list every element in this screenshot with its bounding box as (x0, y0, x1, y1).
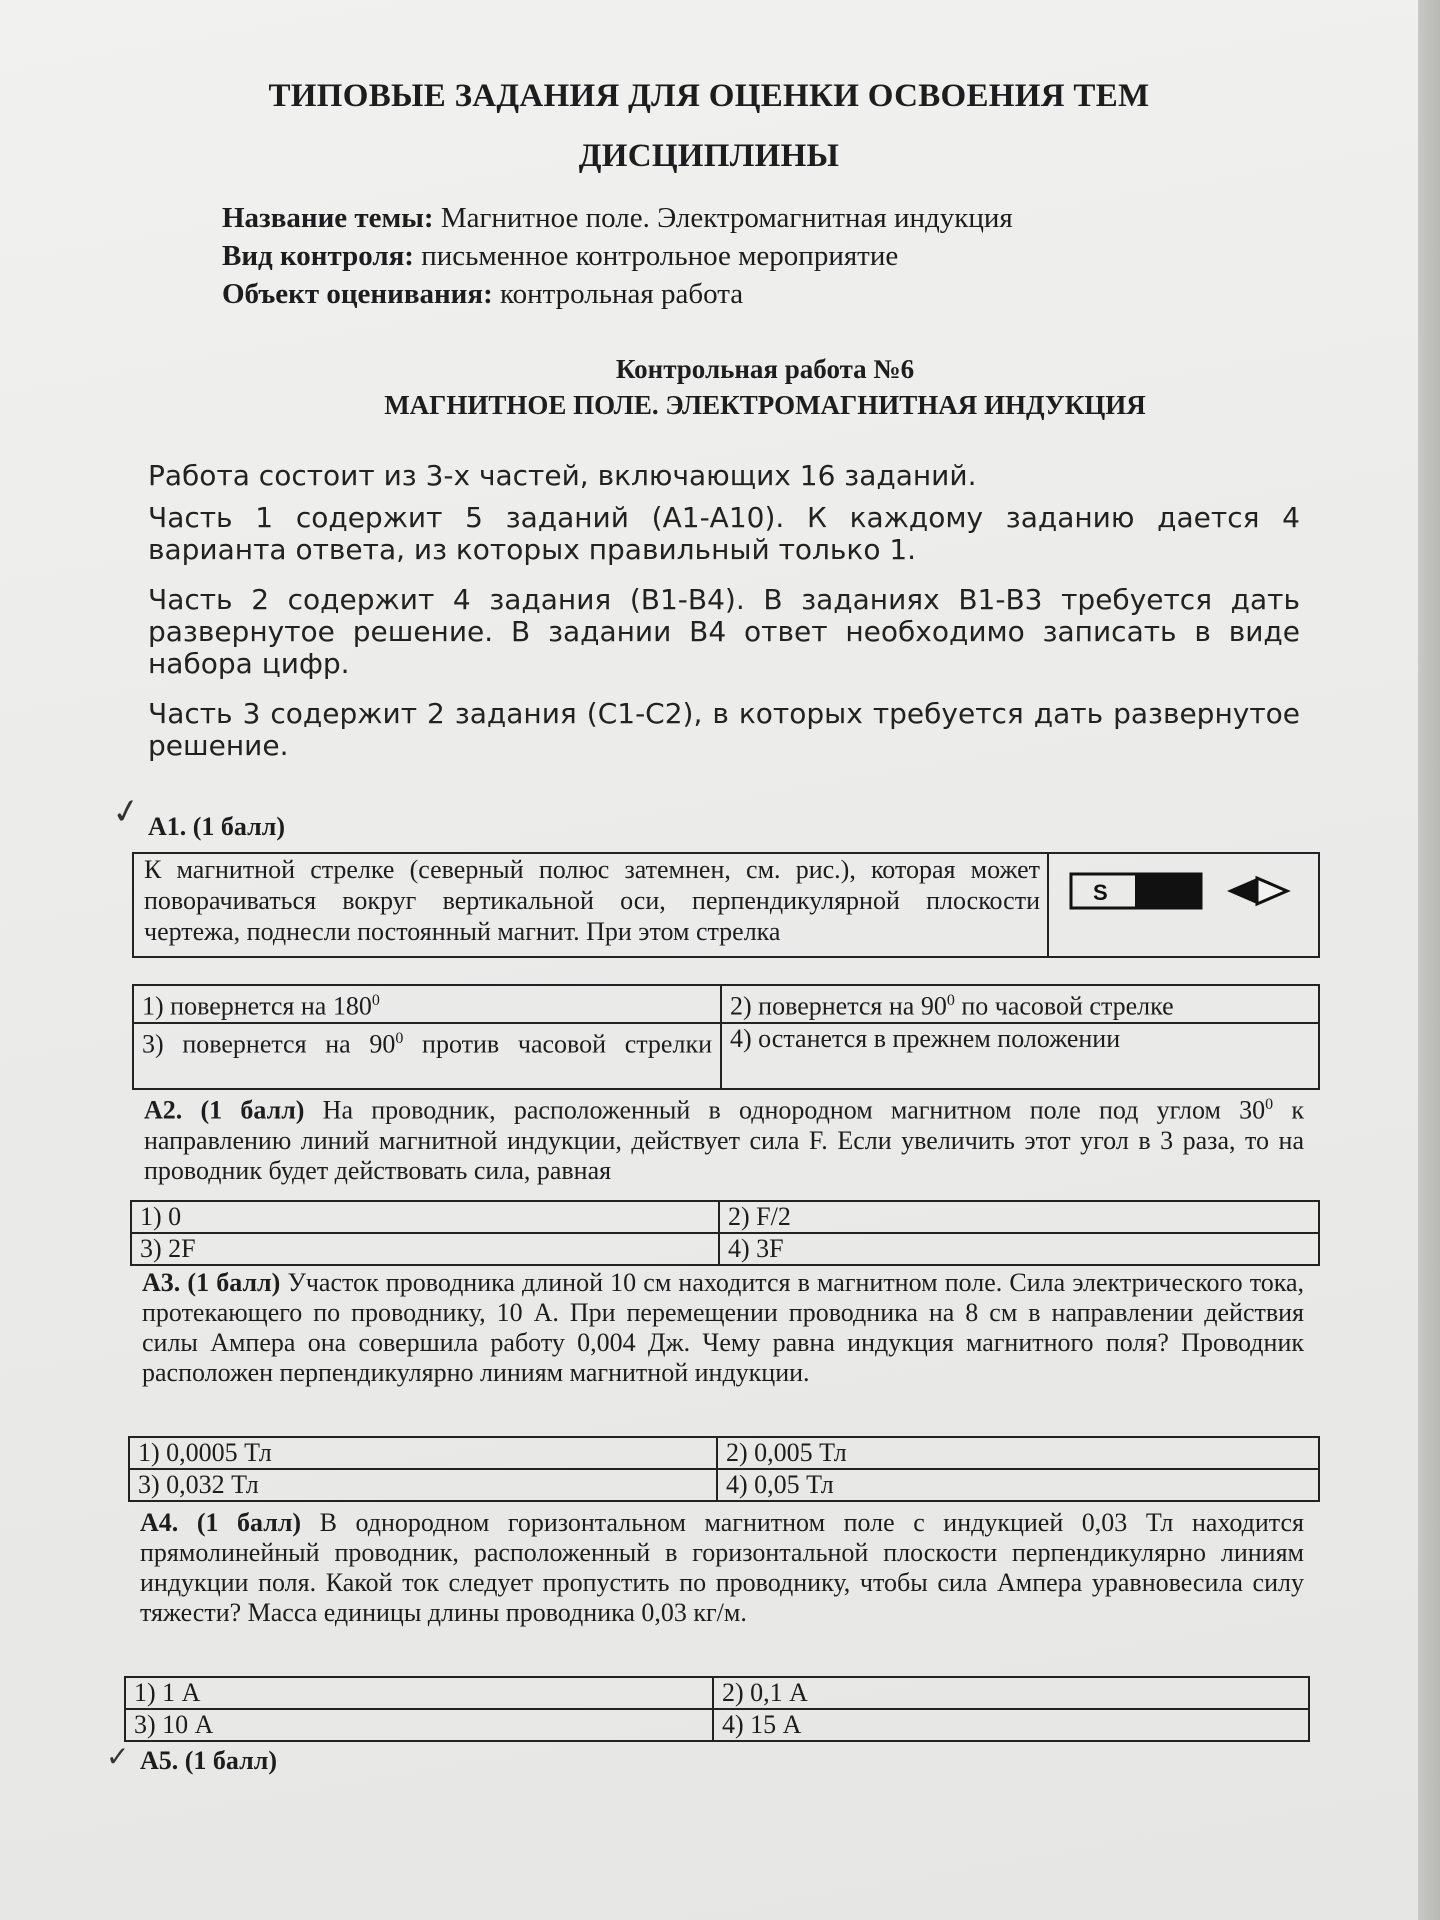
object-value: контрольная работа (492, 278, 744, 310)
question-a1-box (132, 852, 1320, 958)
control-value: письменное контрольное мероприятие (413, 240, 899, 272)
work-subtitle: МАГНИТНОЕ ПОЛЕ. ЭЛЕКТРОМАГНИТНАЯ ИНДУКЦИЯ (384, 390, 1146, 420)
object-label: Объект оценивания: (222, 278, 493, 310)
background-edge (1418, 0, 1440, 1920)
question-a4-options (124, 1676, 1310, 1742)
a2-option-2[interactable]: 2) F/2 (719, 1201, 1319, 1233)
handwritten-checkmark-a5: ✓ (106, 1742, 130, 1773)
topic-label: Название темы: (222, 202, 434, 234)
work-title: Контрольная работа №6 (615, 354, 915, 384)
a3-option-1[interactable]: 1) 0,0005 Тл (129, 1437, 717, 1469)
topic-value: Магнитное поле. Электромагнитная индукция (433, 202, 1013, 234)
intro-paragraph-1: Работа состоит из 3-х частей, включающих 16 заданий. (148, 459, 977, 492)
question-a1-heading: А1. (1 балл) (148, 812, 285, 841)
question-a3-heading: А3. (1 балл) (142, 1268, 281, 1297)
a4-option-3[interactable]: 3) 10 А (125, 1709, 713, 1741)
object-line (222, 278, 743, 311)
question-a2-heading: А2. (1 балл) (144, 1095, 305, 1125)
page-title-line1: ТИПОВЫЕ ЗАДАНИЯ ДЛЯ ОЦЕНКИ ОСВОЕНИЯ ТЕМ (268, 78, 1150, 114)
question-a5-heading: А5. (1 балл) (140, 1746, 277, 1775)
magnet-south-label: S (1093, 880, 1108, 905)
question-a2-text: А2. (1 балл) На проводник, расположенный в однородном магнитном поле под углом $30^0$ к направлению линий магнитной индукции, действует сила F. Если увеличить этот угол в 3 раза, то на проводник будет действовать сила, равная (144, 1095, 1304, 1185)
a3-option-3[interactable]: 3) 0,032 Тл (129, 1469, 717, 1501)
a4-option-4[interactable]: 4) 15 А (713, 1709, 1309, 1741)
a1-option-2[interactable]: 2) повернется на $90^0$ по часовой стрелке (721, 985, 1319, 1023)
intro-paragraph-4: Часть 3 содержит 2 задания (С1-С2), в которых требуется дать развернутое решение. (148, 697, 1300, 762)
a2-option-1[interactable]: 1) 0 (131, 1201, 719, 1233)
a4-option-2[interactable]: 2) 0,1 А (713, 1677, 1309, 1709)
question-a2-options (130, 1200, 1320, 1266)
a3-option-2[interactable]: 2) 0,005 Тл (717, 1437, 1319, 1469)
a4-option-1[interactable]: 1) 1 А (125, 1677, 713, 1709)
a2-option-3[interactable]: 3) 2F (131, 1233, 719, 1265)
needle-north-end (1227, 878, 1257, 904)
topic-line (222, 202, 1013, 235)
question-a1-options (132, 984, 1320, 1090)
question-a4-heading: А4. (1 балл) (140, 1508, 302, 1537)
question-a3-text: А3. (1 балл) Участок проводника длиной 10 см находится в магнитном поле. Сила электрического тока, протекающего по проводнику, 10 А. При перемещении проводника на 8 см в направлении действия силы Ампера она совершила работу 0,004 Дж. Чему равна индукция магнитного поля? Проводник расположен перпендикулярно линиям магнитной индукции. (142, 1268, 1305, 1387)
magnet-north-pole (1135, 874, 1201, 908)
a2-option-4[interactable]: 4) 3F (719, 1233, 1319, 1265)
intro-paragraph-2: Часть 1 содержит 5 заданий (А1-А10). К каждому заданию дается 4 варианта ответа, из которых правильный только 1. (148, 501, 1300, 566)
a1-option-3[interactable]: 3) повернется на $90^0$ против часовой стрелки (133, 1023, 721, 1089)
handwritten-checkmark: ✓ (109, 791, 144, 834)
control-label: Вид контроля: (222, 240, 414, 272)
intro-paragraph-3: Часть 2 содержит 4 задания (В1-В4). В заданиях В1-В3 требуется дать развернутое решение. В задании В4 ответ необходимо записать в виде набора цифр. (148, 583, 1300, 680)
a3-option-4[interactable]: 4) 0,05 Тл (717, 1469, 1319, 1501)
control-line (222, 240, 898, 273)
a1-option-1[interactable]: 1) повернется на $180^0$ (133, 985, 721, 1023)
compass-needle-figure (1049, 854, 1317, 954)
needle-south-end (1257, 878, 1287, 904)
question-a3-options (128, 1436, 1320, 1502)
question-a1-text: К магнитной стрелке (северный полюс затемнен, см. рис.), которая может поворачиваться вокруг вертикальной оси, перпендикулярной плоскости чертежа, поднесли постоянный магнит. При этом стрелка (144, 855, 1040, 946)
page-title-line2: ДИСЦИПЛИНЫ (578, 138, 840, 174)
question-a4-text: А4. (1 балл) В однородном горизонтальном магнитном поле с индукцией 0,03 Тл находится прямолинейный проводник, расположенный в горизонтальной плоскости перпендикулярно линиям индукции поля. Какой ток следует пропустить по проводнику, чтобы сила Ампера уравновесила силу тяжести? Масса единицы длины проводника 0,03 кг/м. (140, 1508, 1304, 1627)
a1-option-4[interactable]: 4) останется в прежнем положении (721, 1023, 1319, 1089)
